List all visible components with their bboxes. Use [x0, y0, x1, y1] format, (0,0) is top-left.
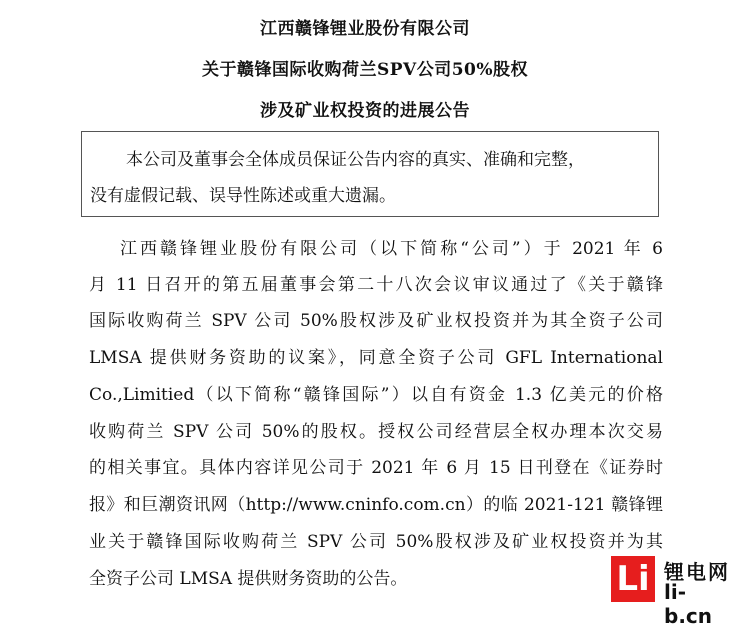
notice-box [81, 131, 659, 217]
body-line: 月 11 日召开的第五届董事会第二十八次会议审议通过了《关于赣锋 [89, 275, 663, 295]
body-line: 业关于赣锋国际收购荷兰 SPV 公司 50%股权涉及矿业权投资并为其 [89, 532, 663, 552]
body-line: 的相关事宜。具体内容详见公司于 2021 年 6 月 15 日刊登在《证券时 [89, 458, 663, 478]
logo-text-en: li-b.cn [664, 580, 713, 628]
company-title: 江西赣锋锂业股份有限公司 [260, 19, 470, 39]
body-line: 国际收购荷兰 SPV 公司 50%股权涉及矿业权投资并为其全资子公司 [89, 311, 663, 331]
body-line: 江西赣锋锂业股份有限公司（以下简称“公司”）于 2021 年 6 [120, 239, 663, 259]
body-line: LMSA 提供财务资助的议案》，同意全资子公司 GFL International [89, 348, 663, 368]
logo-mark [611, 556, 655, 602]
notice-line-1: 本公司及董事会全体成员保证公告内容的真实、准确和完整， [126, 150, 585, 170]
announcement-title: 关于赣锋国际收购荷兰SPV公司50%股权 [201, 60, 529, 80]
logo-text-cn: 锂电网 [664, 560, 730, 584]
body-line: 报》和巨潮资讯网（http://www.cninfo.com.cn）的临 2021-121 赣锋锂 [89, 495, 663, 515]
body-line: 全资子公司 LMSA 提供财务资助的公告。 [89, 569, 408, 589]
logo-mark-text: Li [616, 559, 650, 599]
body-line: 收购荷兰 SPV 公司 50%的股权。授权公司经营层全权办理本次交易 [89, 422, 663, 442]
notice-line-2: 没有虚假记载、误导性陈述或重大遗漏。 [90, 186, 396, 206]
announcement-subtitle: 涉及矿业权投资的进展公告 [260, 101, 470, 121]
body-line: Co.,Limitied（以下简称“赣锋国际”）以自有资金 1.3 亿美元的价格 [89, 385, 663, 405]
